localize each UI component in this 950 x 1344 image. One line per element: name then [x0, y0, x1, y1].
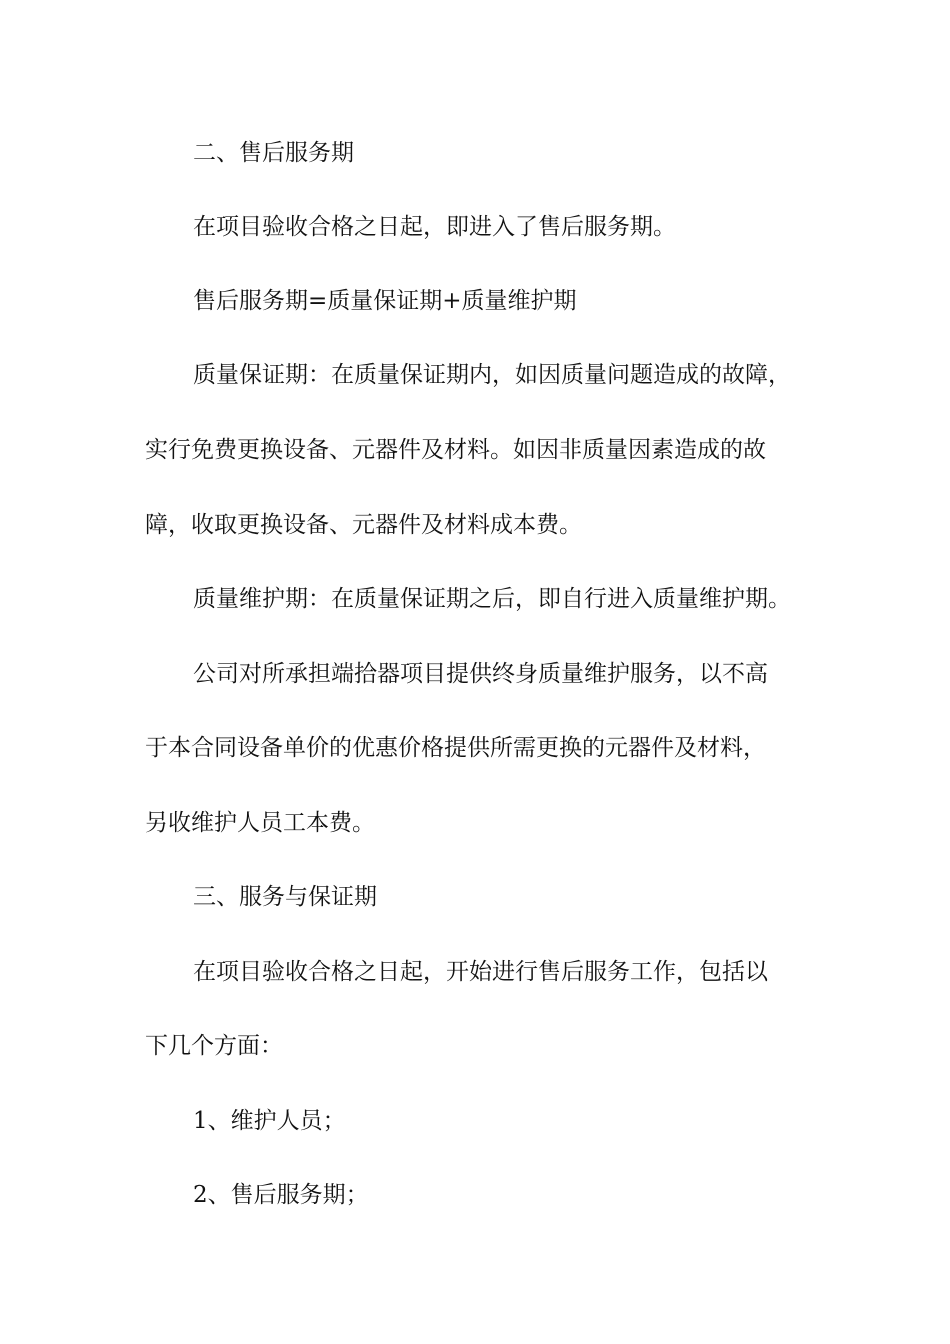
paragraph-line: 质量保证期：在质量保证期内，如因质量问题造成的故障，: [193, 362, 791, 388]
paragraph-line: 于本合同设备单价的优惠价格提供所需更换的元器件及材料，: [145, 735, 766, 761]
list-item: 2、售后服务期；: [193, 1182, 369, 1208]
paragraph-line: 售后服务期=质量保证期+质量维护期: [193, 288, 577, 314]
paragraph-line: 在项目验收合格之日起，开始进行售后服务工作，包括以: [193, 959, 768, 985]
paragraph-line: 质量维护期：在质量保证期之后，即自行进入质量维护期。: [193, 586, 791, 612]
paragraph-line: 公司对所承担端拾器项目提供终身质量维护服务，以不高: [193, 661, 768, 687]
paragraph-line: 下几个方面：: [145, 1033, 283, 1059]
paragraph-line: 障，收取更换设备、元器件及材料成本费。: [145, 512, 582, 538]
paragraph-line: 另收维护人员工本费。: [145, 810, 375, 836]
section-heading-after-sales-period: 二、售后服务期: [193, 140, 354, 166]
paragraph-line: 在项目验收合格之日起，即进入了售后服务期。: [193, 214, 676, 240]
list-item: 1、维护人员；: [193, 1108, 346, 1134]
section-heading-service-warranty: 三、服务与保证期: [193, 884, 377, 910]
paragraph-line: 实行免费更换设备、元器件及材料。如因非质量因素造成的故: [145, 437, 766, 463]
